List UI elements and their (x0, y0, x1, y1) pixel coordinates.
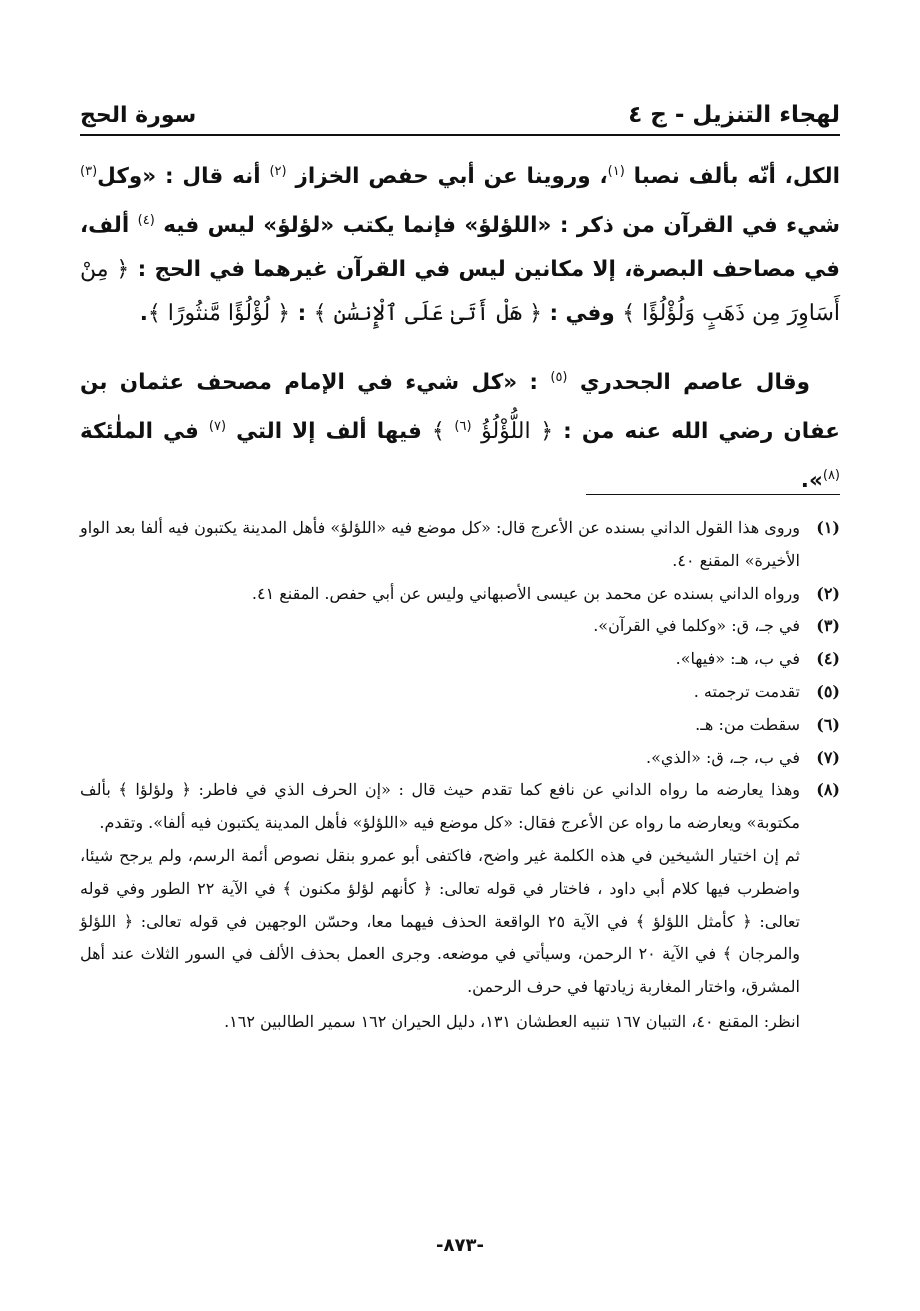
quran-quote: ﴿ مِنْ أَسَاوِرَ مِن ذَهَبٍ وَلُؤْلُؤًا ﴾ (80, 257, 840, 326)
footnote-number: (٧) (816, 747, 840, 767)
footnote (80, 742, 840, 775)
footnote-text: وهذا يعارضه ما رواه الداني عن نافع كما تقدم حيث قال : «إن الحرف الذي في فاطر: ﴿ ولؤلؤا ﴾ بألف مكتوبة» ويعارضه ما رواه عن الأعرج فقال: «كل موضع فيه «اللؤلؤ» فأهل المدينة يكتبون فيه ألفا». وتقدم. (80, 780, 800, 833)
book-title: لهجاء التنزيل - ج ٤ (628, 102, 840, 128)
footnote-ref: (١) (607, 164, 625, 179)
text-run: ، وروينا عن أبي حفص الخزاز (286, 164, 608, 189)
footnote-ref: (٣) (80, 164, 98, 179)
text-run: الكل، أنّه بألف نصبا (624, 164, 840, 189)
footnote-ref: (٢) (269, 164, 287, 179)
footnote-number: (٢) (816, 583, 840, 603)
footnote-number: (٨) (816, 780, 840, 800)
footnote-ref: (٤) (137, 213, 155, 228)
footnote-separator (586, 494, 840, 495)
footnote-text: وروى هذا القول الداني بسنده عن الأعرج قال: «كل موضع فيه «اللؤلؤ» فأهل المدينة يكتبون فيه ألفا بعد الواو الأخيرة» المقنع ٤٠. (80, 518, 800, 570)
text-run: : «كل شيء في الإمام مصحف عثمان بن عفان رضي الله عنه من : (80, 370, 840, 444)
footnote-ref: (٦) (454, 419, 472, 434)
quran-quote: ﴿ لُؤْلُؤًا مَّنثُورًا ﴾ (147, 301, 291, 326)
quran-quote: ﴿ هَلْ أَتَىٰ عَلَى ٱلْإِنسَٰنِ ﴾ (313, 301, 542, 326)
main-paragraph-1 (80, 150, 840, 336)
footnote (80, 709, 840, 742)
text-run: ». (800, 468, 823, 493)
footnote-references: انظر: المقنع ٤٠، التبيان ١٦٧ تنبيه العطشان ١٣١، دليل الحيران ١٦٢ سمير الطالبين ١٦٢. (224, 1011, 800, 1031)
footnote-text: في ب، هـ: «فيها». (675, 649, 800, 669)
quran-quote-end: ﴾ (431, 419, 455, 444)
footnote-text: في ب، جـ، ق: «الذي». (645, 747, 800, 767)
text-run: في الملٰئكة (80, 419, 209, 444)
footnote-text: في جـ، ق: «وكلما في القرآن». (593, 616, 800, 636)
footnote-ref: (٥) (550, 370, 568, 385)
text-run: أنه قال : «وكل (97, 164, 270, 189)
footnote (80, 774, 840, 840)
footnote (80, 578, 840, 611)
footnote (80, 643, 840, 676)
footnote-number: (٣) (816, 616, 840, 636)
page-header (80, 88, 840, 136)
footnote-ref: (٨) (822, 468, 840, 483)
footnotes (80, 512, 840, 1039)
footnote-ref: (٧) (208, 419, 227, 434)
text-run: شيء في القرآن من ذكر : «اللؤلؤ» فإنما يكتب «لؤلؤ» ليس فيه (154, 213, 840, 238)
text-run: ألف، في مصاحف البصرة، إلا مكانين ليس في القرآن غيرهما في الحج : (80, 213, 840, 282)
text-run: . (139, 301, 148, 326)
text-run: فيها ألف إلا التي (226, 419, 432, 444)
text-run: : (290, 301, 314, 326)
footnote-number: (٤) (816, 649, 840, 669)
quran-quote: ﴿ اللُّؤْلُؤُ (471, 419, 554, 444)
footnote-text: ورواه الداني بسنده عن محمد بن عيسى الأصبهاني وليس عن أبي حفص. المقنع ٤١. (251, 583, 800, 603)
text-run: وقال عاصم الجحدري (567, 370, 810, 395)
footnote-continuation: ثم إن اختيار الشيخين في هذه الكلمة غير واضح، فاكتفى أبو عمرو بنقل نصوص أئمة الرسم، ولم يرجح شيئا، واضطرب فيها كلام أبي داود ، فاختار في قوله تعالى: ﴿ كأنهم لؤلؤ مكنون ﴾ في الآية ٢٢ الطور وفي قوله تعالى: ﴿ كأمثل اللؤلؤ ﴾ في الآية ٢٥ الواقعة الحذف فيهما معا، وحسّن الوجهين في قوله تعالى: ﴿ اللؤلؤ والمرجان ﴾ في الآية ٢٠ الرحمن، وسيأتي في موضعه. وجرى العمل بحذف الألف في السور الثلاث عند أهل المشرق، واختار المغاربة زيادتها في حرف الرحمن. (80, 845, 801, 997)
footnote (80, 676, 840, 709)
footnote (80, 610, 840, 643)
surah-title: سورة الحج (80, 103, 197, 128)
footnote-number: (٥) (816, 681, 840, 701)
page-number: -٨٧٣- (436, 1235, 484, 1256)
footnote (80, 512, 840, 578)
footnote-text: تقدمت ترجمته . (693, 681, 800, 701)
main-paragraph-2 (80, 356, 840, 503)
main-text (80, 150, 840, 503)
footnote-text: سقطت من: هـ. (695, 714, 800, 734)
footnote-number: (١) (816, 518, 840, 537)
footnote-number: (٦) (816, 714, 840, 734)
text-run: وفي : (541, 301, 623, 326)
